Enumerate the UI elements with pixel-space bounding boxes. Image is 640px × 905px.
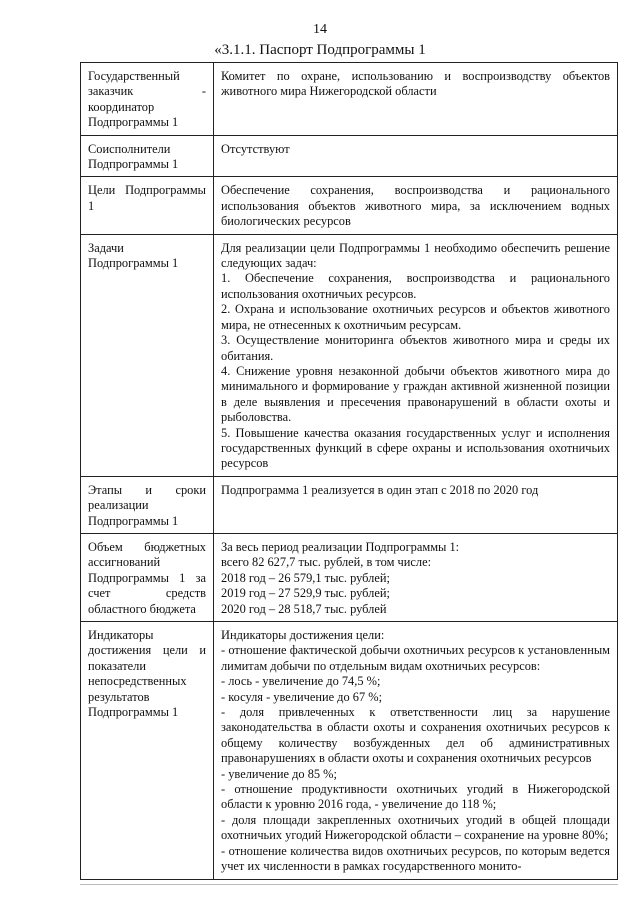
row-value-line: 1. Обеспечение сохранения, воспроизводства и рационального использования охотничьих ресурсов.: [221, 271, 610, 301]
passport-row: [81, 622, 618, 880]
row-value-line: Для реализации цели Подпрограммы 1 необходимо обеспечить решение следующих задач:: [221, 240, 610, 271]
row-value-line: Комитет по охране, использованию и воспроизводству объектов животного мира Нижегородской области: [221, 69, 610, 99]
row-value-line: - доля площади закрепленных охотничьих угодий в общей площади охотничьих угодий Нижегородской области – сохранение на уровне 80%;: [221, 812, 610, 843]
row-value-line: Обеспечение сохранения, воспроизводства и рационального использования объектов животного мира, за исключением водных биологических ресурсов: [221, 183, 610, 229]
row-label: Задачи Подпрограммы 1: [81, 234, 214, 476]
row-value: [214, 476, 618, 533]
row-value: [214, 234, 618, 476]
row-value-line: 2. Охрана и использование охотничьих ресурсов и объектов животного мира, не отнесенных к охотничьим ресурсам.: [221, 302, 610, 332]
row-value: [214, 533, 618, 621]
row-value: [214, 135, 618, 177]
row-label: Индикаторы достижения цели и показатели непосредственных результатов Подпрограммы 1: [81, 622, 214, 880]
row-value-line: - увеличение до 85 %;: [221, 766, 337, 781]
row-label: Соисполнители Подпрограммы 1: [81, 135, 214, 177]
passport-row: [81, 63, 618, 136]
row-value-line: 2019 год – 27 529,9 тыс. рублей;: [221, 586, 390, 601]
row-value: [214, 622, 618, 880]
row-value-line: 2018 год – 26 579,1 тыс. рублей;: [221, 570, 390, 585]
row-value-line: - доля привлеченных к ответственности лиц за нарушение законодательства в области охоты и сохранения охотничьих ресурсов к общему количеству возбужденных дел об административных правонарушениях в области охоты и сохранения охотничьих ресурсов: [221, 705, 610, 766]
row-value: [214, 177, 618, 234]
row-value-line: - отношение продуктивности охотничьих угодий в Нижегородской области к уровню 2016 года, - увеличение до 118 %;: [221, 782, 610, 812]
row-label: Цели Подпрограммы 1: [81, 177, 214, 234]
passport-row: [81, 177, 618, 234]
row-value-line: - отношение количества видов охотничьих ресурсов, по которым ведется учет их численности в рамках государственного монито-: [221, 843, 610, 874]
row-value-line: - отношение фактической добычи охотничьих ресурсов к установленным лимитам добычи по отдельным видам охотничьих ресурсов:: [221, 643, 610, 673]
passport-row: [81, 476, 618, 533]
row-value-line: 3. Осуществление мониторинга объектов животного мира и среды их обитания.: [221, 333, 610, 363]
row-label: Государственный заказчик - координатор Подпрограммы 1: [81, 63, 214, 136]
row-value-line: 5. Повышение качества оказания государственных услуг и исполнения государственных функций в сфере охраны и использования охотничьих ресурсов: [221, 425, 610, 471]
row-value-line: - косуля - увеличение до 67 %;: [221, 689, 383, 704]
row-value-line: - лось - увеличение до 74,5 %;: [221, 674, 381, 689]
passport-row: [81, 533, 618, 621]
row-label: Этапы и сроки реализации Подпрограммы 1: [81, 476, 214, 533]
row-value-line: Индикаторы достижения цели:: [221, 628, 385, 642]
row-value: [214, 63, 618, 136]
row-value-line: За весь период реализации Подпрограммы 1:: [221, 539, 460, 554]
row-label: Объем бюджетных ассигнований Подпрограммы 1 за счет средств областного бюджета: [81, 533, 214, 621]
passport-row: [81, 135, 618, 177]
row-value-line: Отсутствуют: [221, 141, 290, 156]
passport-table-body: [81, 63, 618, 880]
row-value-line: всего 82 627,7 тыс. рублей, в том числе:: [221, 555, 432, 570]
page-number: 14: [313, 22, 327, 37]
document-title: «3.1.1. Паспорт Подпрограммы 1: [214, 42, 426, 58]
passport-table: [80, 62, 618, 880]
row-value-line: Подпрограмма 1 реализуется в один этап с 2018 по 2020 год: [221, 482, 539, 497]
passport-row: [81, 234, 618, 476]
bottom-divider: [80, 884, 618, 885]
row-value-line: 4. Снижение уровня незаконной добычи объектов животного мира до минимального и формирование у граждан активной жизненной позиции в деле выявления и пресечения правонарушений в области охоты и рыболовства.: [221, 363, 610, 425]
row-value-line: 2020 год – 28 518,7 тыс. рублей: [221, 601, 387, 616]
